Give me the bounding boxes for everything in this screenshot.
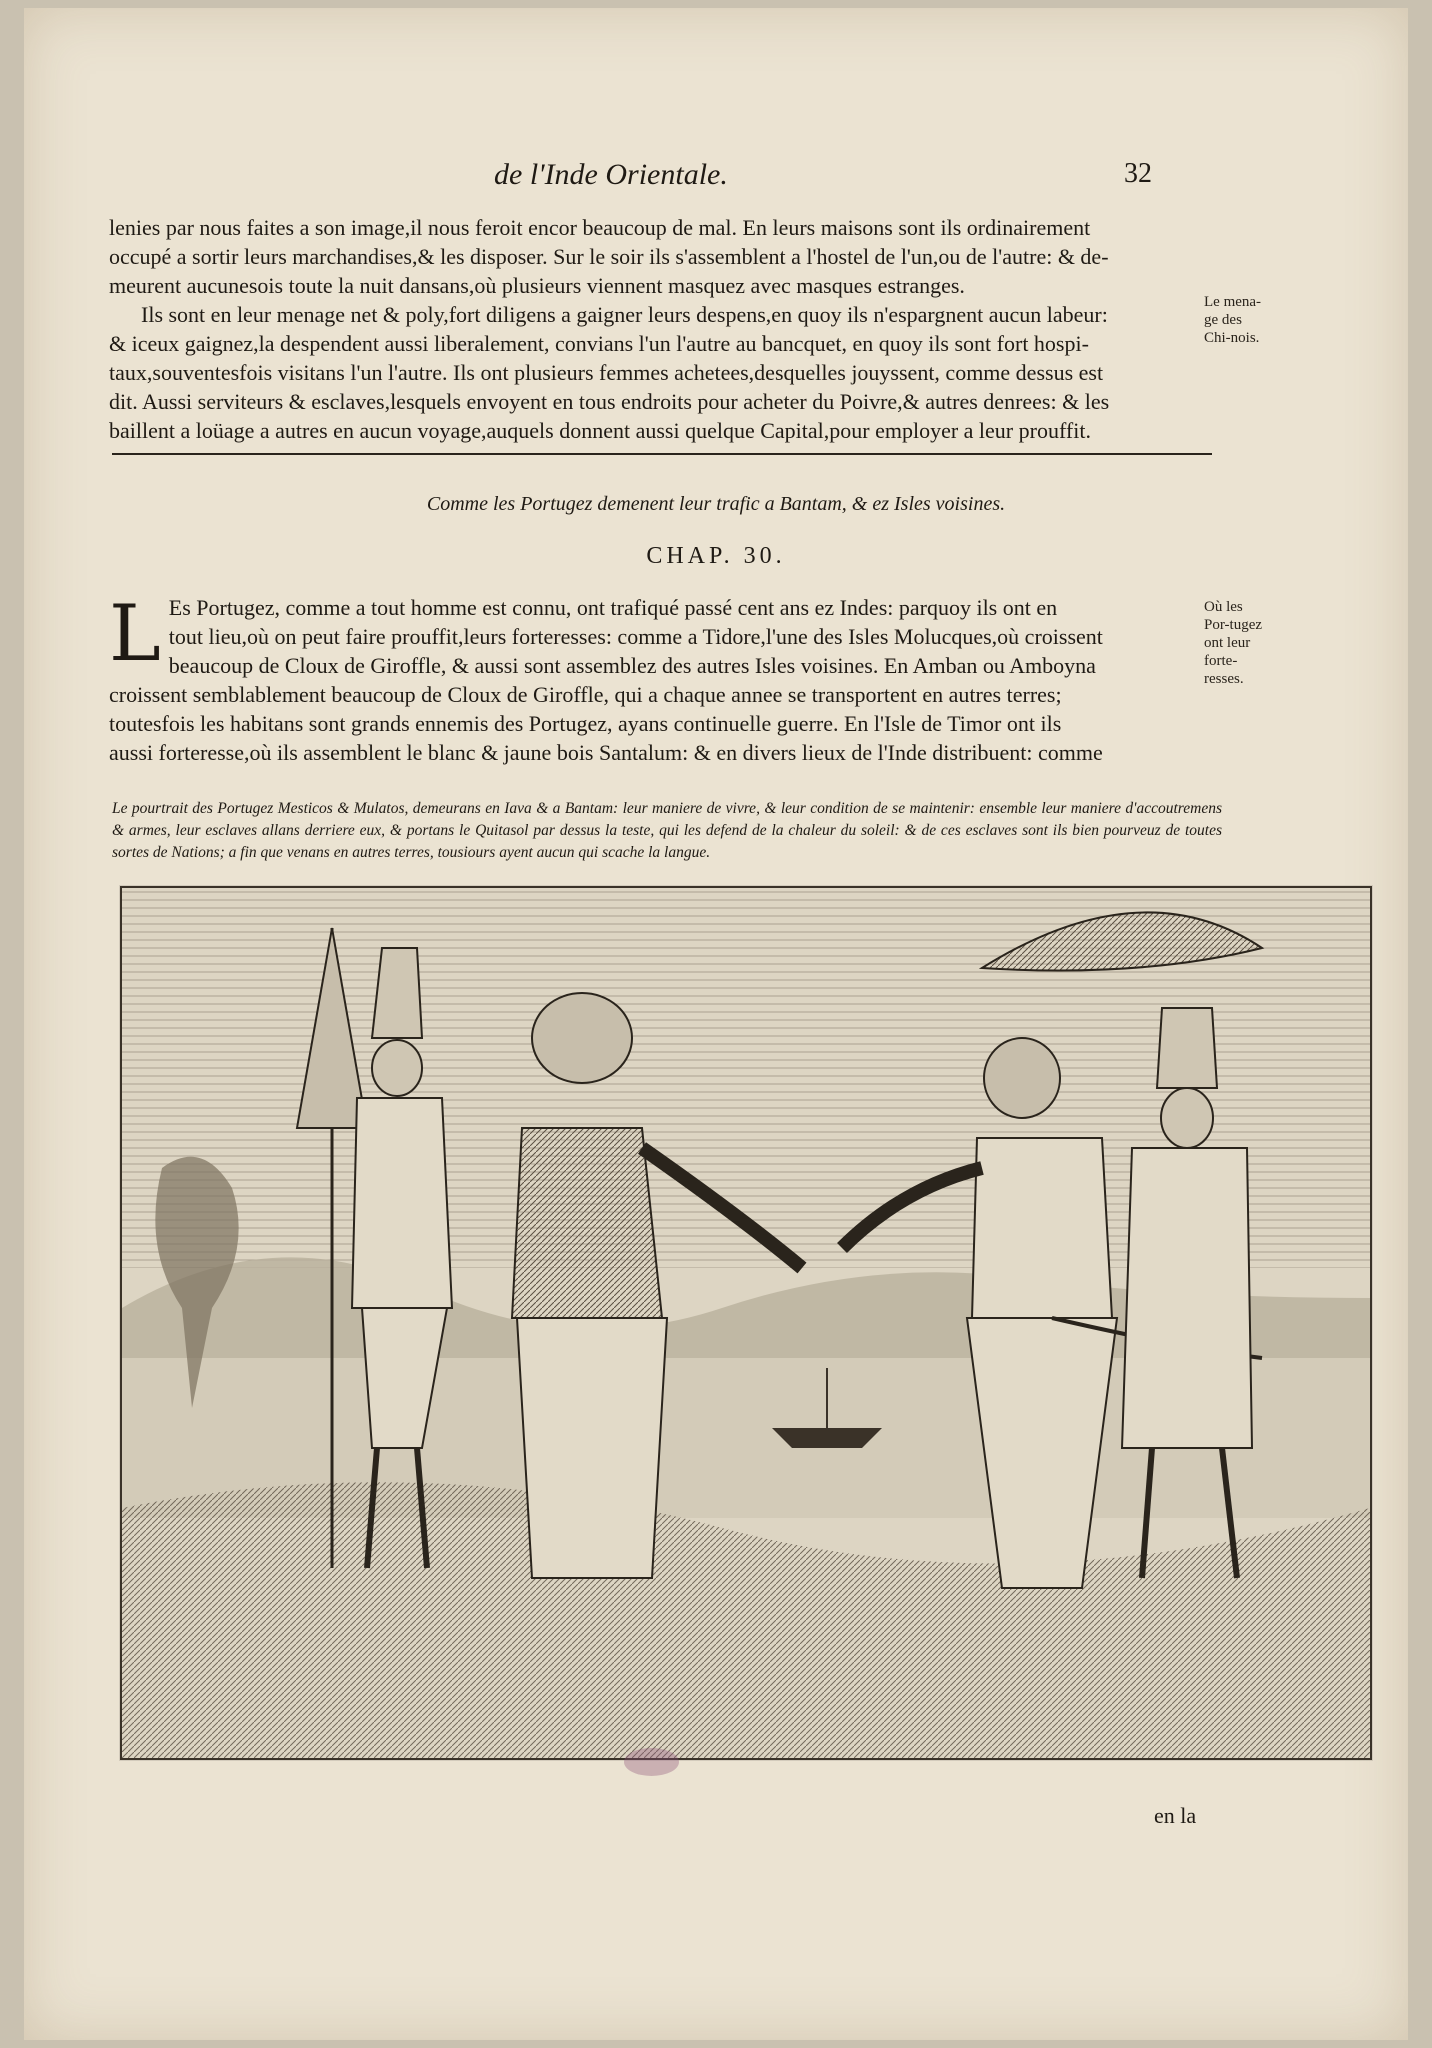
text-line: beaucoup de Cloux de Giroffle, & aussi sont assemblez des autres Isles voisines. En Amban ou Amboyna: [168, 653, 1096, 678]
running-head: de l'Inde Orientale.: [494, 158, 728, 191]
text-line: dit. Aussi serviteurs & esclaves,lesquels envoyent en tous endroits pour acheter du Poivre,& autres denrees: & les: [109, 389, 1110, 414]
chapter-heading: CHAP. 30.: [646, 543, 786, 569]
page-number: 32: [1124, 158, 1152, 189]
paragraph-3: [109, 589, 1224, 767]
text-line: taux,souventesfois visitans l'un l'autre. Ils ont plusieurs femmes achetees,desquelles jouyssent, comme dessus est: [109, 360, 1104, 385]
catchword: en la: [1154, 1803, 1197, 1828]
text-line: meurent aucunesois toute la nuit dansans,où plusieurs viennent masquez avec masques estranges.: [109, 273, 965, 298]
plate-caption: Le pourtrait des Portugez Mesticos & Mulatos, demeurans en Iava & a Bantam: leur maniere de vivre, & leur condition de se maintenir: ensemble leur maniere d'accoutremens & armes, leur esclaves allans derriere eux, & portans le Quitasol par dessus la teste, qui les defend de la chaleur du soleil: & de ces esclaves sont ils bien pourveuz de toutes sortes de Nations; a fin que venans en autres terres, tousiours ayent aucun qui scache la langue.: [112, 800, 1222, 861]
text-line: tout lieu,où on peut faire prouffit,leurs forteresses: comme a Tidore,l'une des Isles Molucques,où croissent: [168, 624, 1103, 649]
margin-note-forteresses: Où les Por-tugez ont leur forte-resses.: [1204, 599, 1263, 687]
text-line: Ils sont en leur menage net & poly,fort diligens a gaigner leurs despens,en quoy ils n'espargnent aucun labeur:: [141, 302, 1108, 327]
text-line: Es Portugez, comme a tout homme est connu, ont trafiqué passé cent ans ez Indes: parquoy ils ont en: [168, 595, 1058, 620]
ink-stain: [624, 1748, 679, 1776]
page-header: [24, 158, 1408, 198]
margin-note-menage: Le mena-ge des Chi-nois.: [1204, 294, 1262, 346]
text-line: toutesfois les habitans sont grands ennemis des Portugez, ayans continuelle guerre. En l'Isle de Timor ont ils: [109, 711, 1062, 736]
text-line: occupé a sortir leurs marchandises,& les disposer. Sur le soir ils s'assemblent a l'hostel de l'un,ou de l'autre: & de-: [109, 244, 1109, 269]
page-sheet: [24, 8, 1408, 2040]
paragraph-1: [109, 213, 1224, 445]
engraving-plate: [120, 886, 1372, 1760]
text-line: lenies par nous faites a son image,il nous feroit encor beaucoup de mal. En leurs maisons sont ils ordinairement: [109, 215, 1091, 240]
drop-cap: L: [109, 589, 161, 679]
chapter-subtitle: Comme les Portugez demenent leur trafic a Bantam, & ez Isles voisines.: [426, 493, 1006, 515]
text-line: aussi forteresse,où ils assemblent le blanc & jaune bois Santalum: & en divers lieux de l'Inde distribuent: comme: [109, 740, 1103, 765]
divider-rule: [112, 453, 1212, 455]
engraving-illustration: [122, 888, 1370, 1758]
text-line: baillent a loüage a autres en aucun voyage,auquels donnent aussi quelque Capital,pour employer a leur prouffit.: [109, 418, 1091, 443]
text-line: croissent semblablement beaucoup de Cloux de Giroffle, qui a chaque annee se transportent en autres terres;: [109, 682, 1062, 707]
text-line: & iceux gaignez,la despendent aussi liberalement, convians l'un l'autre au bancquet, en quoy ils sont fort hospi-: [109, 331, 1089, 356]
